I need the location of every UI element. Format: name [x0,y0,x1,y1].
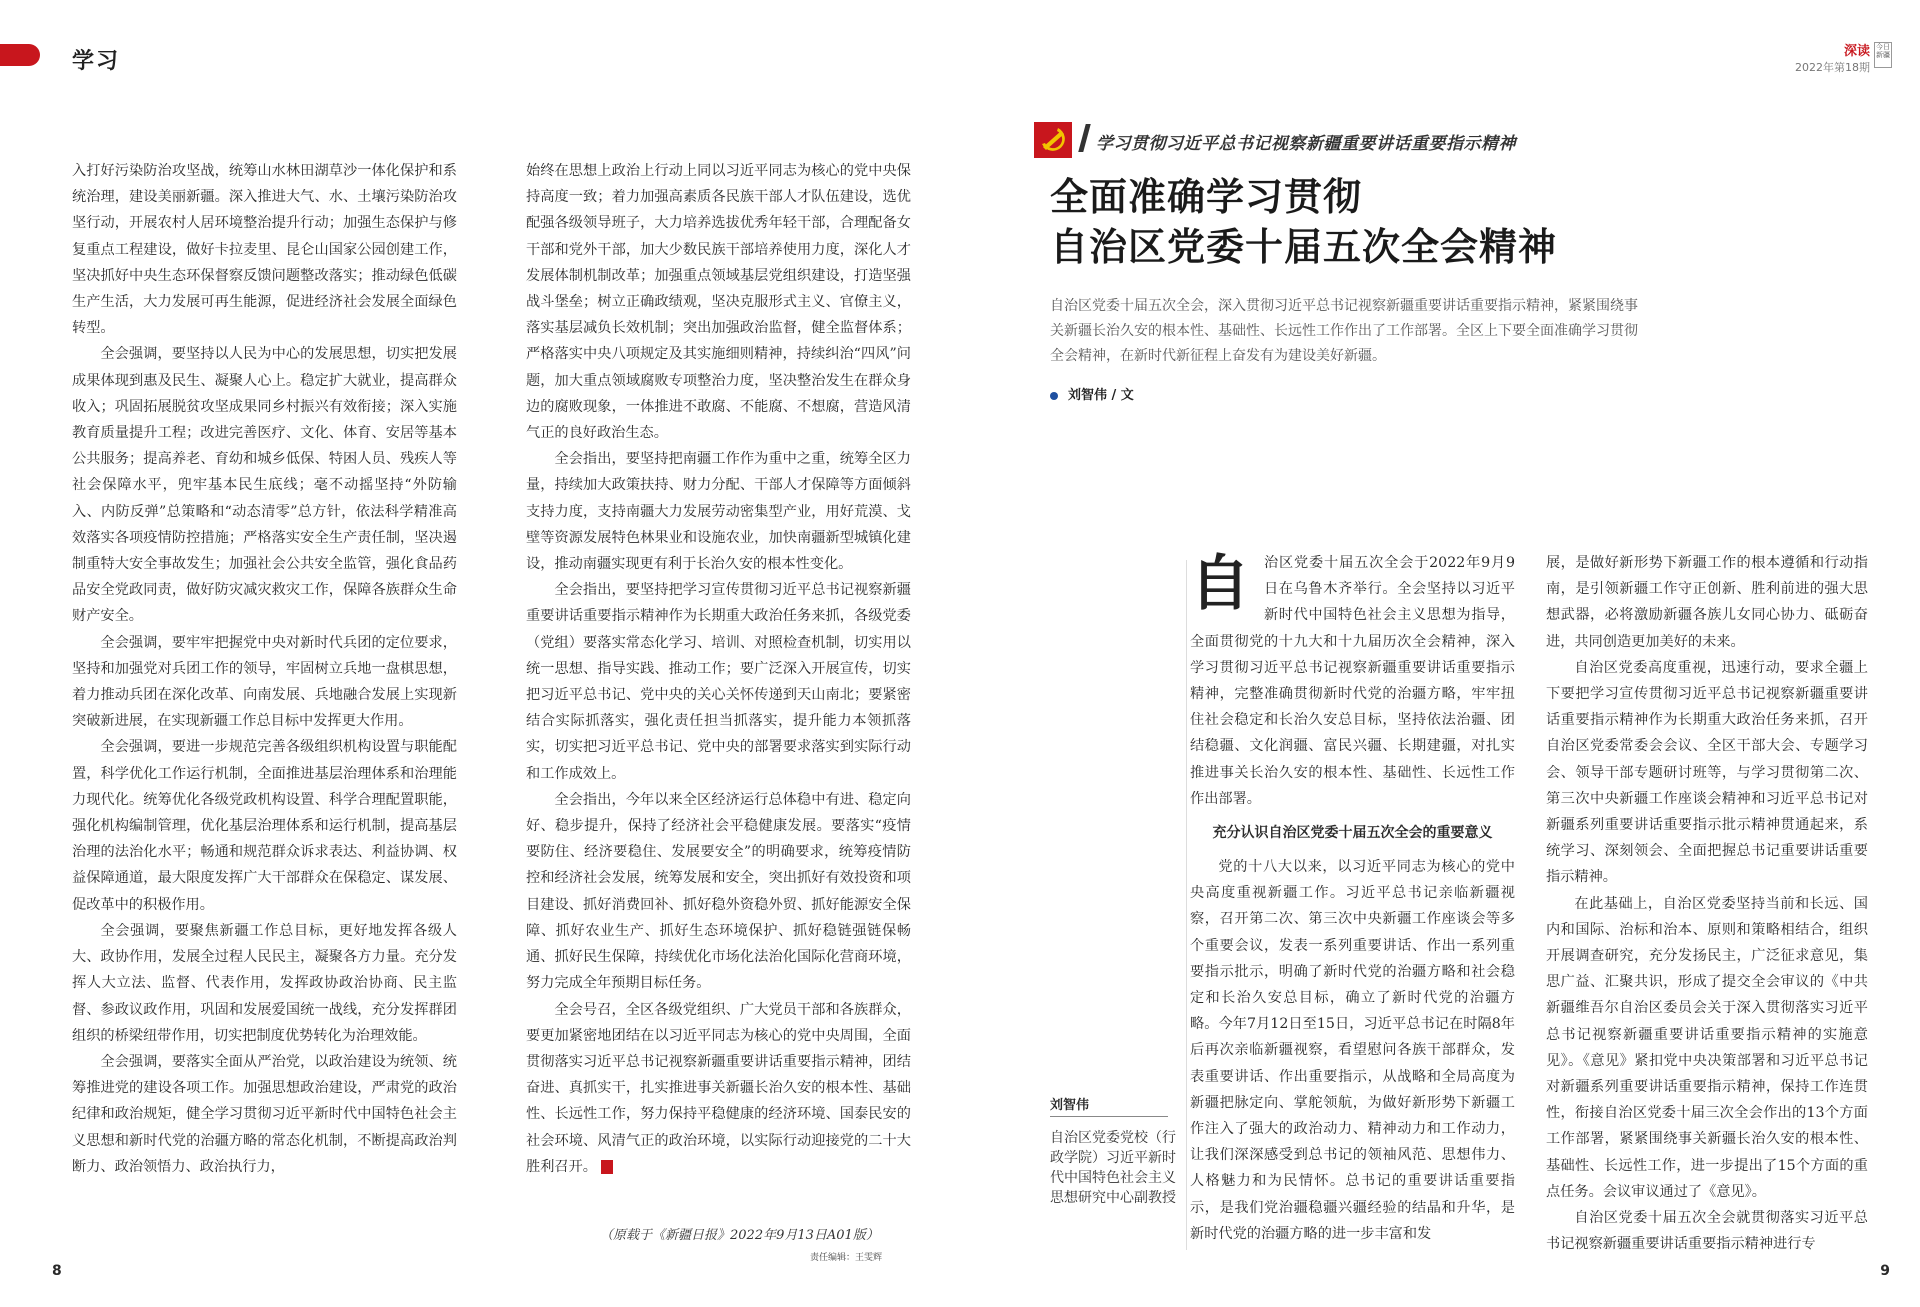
title-line-2: 自治区党委十届五次全会精神 [1050,225,1558,269]
paragraph-text: 治区党委十届五次全会于2022年9月9日在乌鲁木齐举行。全会坚持以习近平新时代中国特色社会主义思想为指导，全面贯彻党的十九大和十九届历次全会精神，深入学习贯彻习近平总书记视察新疆重要讲话重要指示精神，完整准确贯彻新时代党的治疆方略，牢牢扭住社会稳定和长治久安总目标，坚持依法治疆、团结稳疆、文化润疆、富民兴疆、长期建疆，对扎实推进事关长治久安的根本性、基础性、长远性工作作出部署。 [1190,555,1515,807]
page-number-right: 9 [1880,1263,1890,1279]
paragraph: 自治区党委十届五次全会就贯彻落实习近平总书记视察新疆重要讲话重要指示精神进行专 [1546,1210,1868,1253]
title-line-1: 全面准确学习贯彻 [1050,175,1363,219]
page-number-left: 8 [52,1263,62,1279]
paragraph [1190,550,1515,812]
brand-block [1795,40,1870,75]
section-tab-marker [0,44,40,66]
right-column-1 [1190,550,1515,1247]
paragraph: 全会强调，要落实全面从严治党，以政治建设为统领、统筹推进党的建设各项工作。加强思想政治建设，严肃党的政治纪律和政治规矩，健全学习贯彻习近平新时代中国特色社会主义思想和新时代党的治疆方略的常态化机制，不断提高政治判断力、政治领悟力、政治执行力， [72,1053,457,1175]
right-column-2 [1546,550,1868,1257]
paragraph: 全会强调，要坚持以人民为中心的发展思想，切实把发展成果体现到惠及民生、凝聚人心上。稳定扩大就业，提高群众收入；巩固拓展脱贫攻坚成果同乡村振兴有效衔接；深入实施教育质量提升工程；改进完善医疗、文化、体育、安居等基本公共服务；提高养老、育幼和城乡低保、特困人员、残疾人等社会保障水平，兜牢基本民生底线；毫不动摇坚持“外防输入、内防反弹”总策略和“动态清零”总方针，依法科学精准高效落实各项疫情防控措施；严格落实安全生产责任制，坚决遏制重特大安全事故发生；加强社会公共安全监管，强化食品药品安全党政同责，做好防灾减灾救灾工作，保障各族群众生命财产安全。 [72,346,457,625]
byline-dot-icon [1050,392,1058,400]
kicker-bar [1078,124,1091,152]
editor-credit: 责任编辑：王雯辉 [810,1253,883,1263]
paragraph: 始终在思想上政治上行动上同以习近平同志为核心的党中央保持高度一致；着力加强高素质各民族干部人才队伍建设，选优配强各级领导班子，大力培养选拔优秀年轻干部，合理配备女干部和党外干部，加大少数民族干部培养使用力度，深化人才发展体制机制改革；加强重点领域基层党组织建设，打造坚强战斗堡垒；树立正确政绩观，坚决克服形式主义、官僚主义，落实基层减负长效机制；突出加强政治监督，健全监督体系；严格落实中央八项规定及其实施细则精神，持续纠治“四风”问题，加大重点领域腐败专项整治力度，坚决整治发生在群众身边的腐败现象，一体推进不敢腐、不能腐、不想腐，营造风清气正的良好政治生态。 [526,163,911,442]
paragraph: 展，是做好新形势下新疆工作的根本遵循和行动指南，是引领新疆工作守正创新、胜利前进的强大思想武器，必将激励新疆各族儿女同心协力、砥砺奋进，共同创造更加美好的未来。 [1546,555,1868,650]
paragraph: 全会强调，要聚焦新疆工作总目标，更好地发挥各级人大、政协作用，发展全过程人民民主，凝聚各方力量。充分发挥人大立法、监督、代表作用，发挥政协政治协商、民主监督、参政议政作用，巩固和发展爱国统一战线，充分发挥群团组织的桥梁纽带作用，切实把制度优势转化为治理效能。 [72,922,457,1044]
paragraph: 在此基础上，自治区党委坚持当前和长远、国内和国际、治标和治本、原则和策略相结合，组织开展调查研究，充分发扬民主，广泛征求意见，集思广益、汇聚共识，形成了提交全会审议的《中共新疆维吾尔自治区委员会关于深入贯彻落实习近平总书记视察新疆重要讲话重要指示精神的实施意见》。《意见》紧扣党中央决策部署和习近平总书记对新疆系列重要讲话重要指示精神，保持工作连贯性，衔接自治区党委十届三次全会作出的13个方面工作部署，紧紧围绕事关新疆长治久安的根本性、基础性、长远性工作，进一步提出了15个方面的重点任务。会议审议通过了《意见》。 [1546,895,1868,1200]
kicker-text: 学习贯彻习近平总书记视察新疆重要讲话重要指示精神 [1096,134,1516,154]
paragraph: 全会指出，今年以来全区经济运行总体稳中有进、稳定向好、稳步提升，保持了经济社会平稳健康发展。要落实“疫情要防住、经济要稳住、发展要安全”的明确要求，统筹疫情防控和经济社会发展，统筹发展和安全，突出抓好有效投资和项目建设、抓好消费回补、抓好稳外资稳外贸、抓好能源安全保障、抓好农业生产、抓好生态环境保护、抓好稳链强链保畅通、抓好民生保障，持续优化市场化法治化国际化营商环境，努力完成全年预期目标任务。 [526,791,911,992]
author-bio: 自治区党委党校（行政学院）习近平新时代中国特色社会主义思想研究中心副教授 [1050,1130,1176,1206]
author-divider [1050,1116,1168,1117]
article-title [1050,172,1557,272]
brand-name: 深读 [1843,44,1870,59]
left-column-2 [526,158,911,1180]
brand-logo-box: 今日新疆 [1874,42,1892,68]
section-label: 学习 [72,49,121,74]
paragraph: 全会指出，要坚持把南疆工作作为重中之重，统筹全区力量，持续加大政策扶持、财力分配、干部人才保障等方面倾斜支持力度，支持南疆大力发展劳动密集型产业，用好荒漠、戈壁等资源发展特色林果业和设施农业，加快南疆新型城镇化建设，推动南疆实现更有利于长治久安的根本性变化。 [526,451,911,573]
paragraph: 全会强调，要进一步规范完善各级组织机构设置与职能配置，科学优化工作运行机制，全面推进基层治理体系和治理能力现代化。统筹优化各级党政机构设置、科学合理配置职能，强化机构编制管理，优化基层治理体系和运行机制，提高基层治理的法治化水平；畅通和规范群众诉求表达、利益协调、权益保障通道，最大限度发挥广大干部群众在保稳定、谋发展、促改革中的积极作用。 [72,739,457,913]
author-name: 刘智伟 [1050,1098,1090,1113]
brand-issue: 2022年第18期 [1795,61,1870,74]
section-subhead: 充分认识自治区党委十届五次全会的重要意义 [1212,825,1493,842]
byline-text: 刘智伟 / 文 [1068,388,1134,403]
dropcap: 自 [1190,549,1250,619]
paragraph: 入打好污染防治攻坚战，统筹山水林田湖草沙一体化保护和系统治理，建设美丽新疆。深入推进大气、水、土壤污染防治攻坚行动，开展农村人居环境整治提升行动；加强生态保护与修复重点工程建设，做好卡拉麦里、昆仑山国家公园创建工作，坚决抓好中央生态环保督察反馈问题整改落实；推动绿色低碳生产生活，大力发展可再生能源，促进经济社会发展全面绿色转型。 [72,163,457,337]
paragraph: 全会强调，要牢牢把握党中央对新时代兵团的定位要求，坚持和加强党对兵团工作的领导，牢固树立兵地一盘棋思想，着力推动兵团在深化改革、向南发展、兵地融合发展上实现新突破新进展，在实现新疆工作总目标中发挥更大作用。 [72,634,457,730]
left-column-1 [72,158,457,1180]
end-mark-icon [601,1160,613,1174]
paragraph [526,997,911,1180]
column-divider [1186,560,1187,1250]
article-lede: 自治区党委十届五次全会，深入贯彻习近平总书记视察新疆重要讲话重要指示精神，紧紧围绕事关新疆长治久安的根本性、基础性、长远性工作作出了工作部署。全区上下要全面准确学习贯彻全会精神，在新时代新征程上奋发有为建设美好新疆。 [1050,298,1638,364]
source-note: （原载于《新疆日报》2022年9月13日A01版） [600,1228,879,1243]
paragraph: 自治区党委高度重视，迅速行动，要求全疆上下要把学习宣传贯彻习近平总书记视察新疆重要讲话重要指示精神作为长期重大政治任务来抓，召开自治区党委常委会会议、全区干部大会、专题学习会、领导干部专题研讨班等，与学习贯彻第二次、第三次中央新疆工作座谈会精神和习近平总书记对新疆系列重要讲话重要指示批示精神贯通起来，系统学习、深刻领会、全面把握总书记重要讲话重要指示精神。 [1546,659,1868,886]
paragraph: 全会指出，要坚持把学习宣传贯彻习近平总书记视察新疆重要讲话重要指示精神作为长期重大政治任务来抓，各级党委（党组）要落实常态化学习、培训、对照检查机制，切实用以统一思想、指导实践、推动工作；要广泛深入开展宣传，切实把习近平总书记、党中央的关心关怀传递到天山南北；要紧密结合实际抓落实，强化责任担当抓落实，提升能力本领抓落实，切实把习近平总书记、党中央的部署要求落实到实际行动和工作成效上。 [526,582,911,782]
party-emblem-icon [1034,122,1072,158]
paragraph-text: 全会号召，全区各级党组织、广大党员干部和各族群众，要更加紧密地团结在以习近平同志为核心的党中央周围，全面贯彻落实习近平总书记视察新疆重要讲话重要指示精神，团结奋进、真抓实干，扎实推进事关新疆长治久安的根本性、基础性、长远性工作，努力保持平稳健康的经济环境、国泰民安的社会环境、风清气正的政治环境，以实际行动迎接党的二十大胜利召开。 [526,1001,911,1175]
byline [1050,384,1134,403]
paragraph: 党的十八大以来，以习近平同志为核心的党中央高度重视新疆工作。习近平总书记亲临新疆视察，召开第二次、第三次中央新疆工作座谈会等多个重要会议，发表一系列重要讲话、作出一系列重要指示批示，明确了新时代党的治疆方略和社会稳定和长治久安总目标，确立了新时代党的治疆方略。今年7月12日至15日，习近平总书记在时隔8年后再次亲临新疆视察，看望慰问各族干部群众，发表重要讲话、作出重要指示，从战略和全局高度为新疆把脉定向、掌舵领航，为做好新形势下新疆工作注入了强大的政治动力、精神动力和工作动力，让我们深深感受到总书记的领袖风范、思想伟力、人格魅力和为民情怀。总书记的重要讲话重要指示，是我们党治疆稳疆兴疆经验的结晶和升华，是新时代党的治疆方略的进一步丰富和发 [1190,859,1515,1242]
